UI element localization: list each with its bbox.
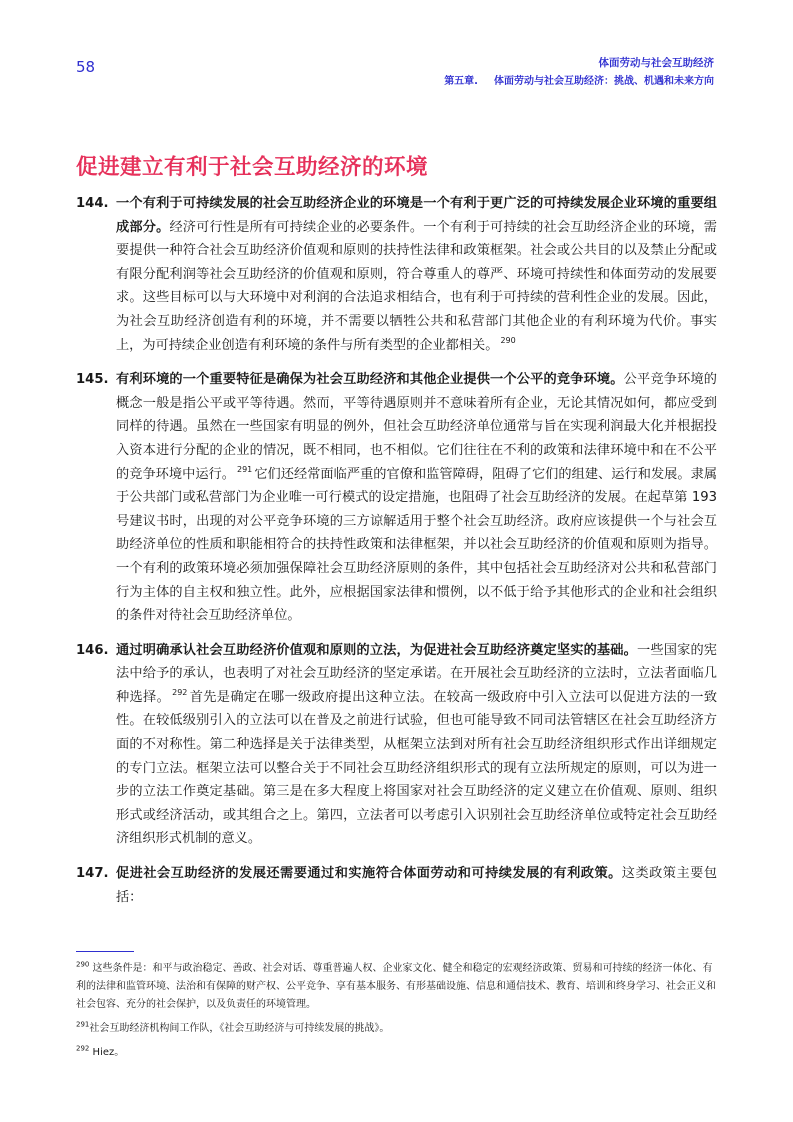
paragraph-text: 公平竞争环境的概念一般是指公平或平等待遇。然而，平等待遇原则并不意味着所有企业，无论其情况如何，都应受到同样的待遇。虽然在一些国家有明显的例外，但社会互助经济单位通常与旨在实现利润最大化并根据投入资本进行分配的企业的情况，既不相同，也不相似。它们往往在不利的政策和法律环境中和在不公平的竞争环境中运行。: [116, 372, 717, 482]
footnote-reference[interactable]: 290: [500, 336, 516, 346]
section-title: 促进建立有利于社会互助经济的环境: [76, 155, 429, 180]
paragraph-body: [116, 192, 717, 357]
footnote-reference[interactable]: 291: [237, 465, 253, 475]
paragraph-144: [76, 192, 717, 357]
footnote-mark: 290: [76, 960, 90, 969]
footnotes: [76, 960, 717, 1068]
running-header: [444, 56, 714, 89]
footnote-292: [76, 1044, 717, 1062]
paragraph-145: [76, 368, 717, 628]
paragraph-lead: 通过明确承认社会互助经济价值观和原则的立法，为促进社会互助经济奠定坚实的基础。: [116, 642, 638, 658]
footnote-mark: 292: [76, 1044, 90, 1053]
paragraph-text-continued: 首先是确定在哪一级政府提出这种立法。在较高一级政府中引入立法可以促进方法的一致性。在较低级别引入的立法可以在普及之前进行试验，但也可能导致不同司法管辖区在社会互助经济方面的不对称性。第二种选择是关于法律类型，从框架立法到对所有社会互助经济组织形式作出详细规定的专门立法。框架立法可以整合关于不同社会互助经济组织形式的现有立法所规定的原则，可以为进一步的立法工作奠定基础。第三是在多大程度上将国家对社会互助经济的定义建立在价值观、原则、组织形式或经济活动，或其组合之上。第四，立法者可以考虑引入识别社会互助经济单位或特定社会互助经济组织形式机制的意义。: [116, 689, 718, 847]
paragraph-146: [76, 639, 717, 851]
page-number: 58: [76, 58, 96, 76]
footnote-divider: [76, 951, 134, 952]
paragraph-number: 146.: [76, 642, 109, 658]
paragraph-body: [116, 862, 717, 909]
paragraph-147: [76, 862, 717, 909]
header-chapter: 第五章.: [444, 76, 478, 87]
footnote-reference[interactable]: 292: [172, 688, 188, 698]
footnote-text: 这些条件是：和平与政治稳定、善政、社会对话、尊重普遍人权、企业家文化、健全和稳定的宏观经济政策、贸易和可持续的经济一体化、有利的法律和监管环境、法治和有保障的财产权、公平竞争、享有基本服务、有形基础设施、信息和通信技术、教育、培训和终身学习、社会正义和社会包容、充分的社会保护，以及负责任的环境管理。: [76, 963, 716, 1010]
footnote-mark: 291: [76, 1020, 90, 1029]
header-chapter-line: [444, 75, 714, 89]
paragraph-text-continued: 它们还经常面临严重的官僚和监管障碍，阻碍了它们的组建、运行和发展。隶属于公共部门或私营部门为企业唯一可行模式的设定措施，也阻碍了社会互助经济的发展。在起草第 193 号建议书时，出现的对公平竞争环境的三方谅解适用于整个社会互助经济。政府应该提供一个与社会互助经济单位的性质和职能相符合的扶持性政策和法律框架，并以社会互助经济的价值观和原则为指导。一个有利的政策环境必须加强保障社会互助经济原则的条件，其中包括社会互助经济对公共和私营部门行为主体的自主权和独立性。此外，应根据国家法律和惯例，以不低于给予其他形式的企业和社会组织的条件对待社会互助经济单位。: [116, 466, 718, 624]
footnote-291: [76, 1020, 717, 1038]
paragraph-number: 145.: [76, 372, 109, 388]
paragraph-text: 经济可行性是所有可持续企业的必要条件。一个有利于可持续的社会互助经济企业的环境，需要提供一种符合社会互助经济价值观和原则的扶持性法律和政策框架。社会或公共目的以及禁止分配或有限分配利润等社会互助经济的价值观和原则，符合尊重人的尊严、环境可持续性和体面劳动的发展要求。这些目标可以与大环境中对利润的合法追求相结合，也有利于可持续的营利性企业的发展。因此，为社会互助经济创造有利的环境，并不需要以牺牲公共和私营部门其他企业的有利环境为代价。事实上，为可持续企业创造有利环境的条件与所有类型的企业都相关。: [116, 219, 717, 353]
footnote-text: 社会互助经济机构间工作队，《社会互助经济与可持续发展的挑战》。: [89, 1023, 390, 1034]
paragraph-text: 一些国家的宪法中给予的承认，也表明了对社会互助经济的坚定承诺。在开展社会互助经济的立法时，立法者面临几种选择。: [116, 642, 717, 705]
header-title: 体面劳动与社会互助经济: [598, 57, 714, 69]
paragraph-body: [116, 368, 717, 628]
paragraph-lead: 促进社会互助经济的发展还需要通过和实施符合体面劳动和可持续发展的有利政策。: [116, 866, 622, 882]
paragraph-number: 144.: [76, 196, 109, 211]
footnote-290: [76, 960, 717, 1014]
paragraph-lead: 有利环境的一个重要特征是确保为社会互助经济和其他企业提供一个公平的竞争环境。: [116, 372, 624, 388]
header-chapter-title: 体面劳动与社会互助经济：挑战、机遇和未来方向: [494, 76, 714, 87]
paragraph-lead: 一个有利于可持续发展的社会互助经济企业的环境是一个有利于更广泛的可持续发展企业环境的重要组成部分。: [116, 196, 717, 235]
paragraph-text: 这类政策主要包括：: [116, 866, 718, 905]
paragraph-number: 147.: [76, 866, 109, 882]
paragraph-body: [116, 639, 717, 851]
footnote-text: Hiez。: [89, 1047, 125, 1058]
paragraph-list: [76, 192, 717, 920]
